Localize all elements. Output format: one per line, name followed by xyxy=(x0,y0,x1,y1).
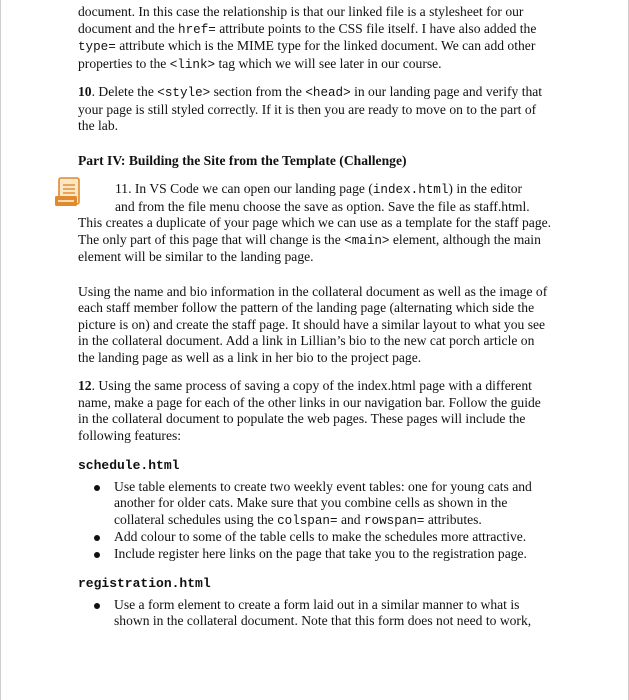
section-heading: Part IV: Building the Site from the Template (Challenge) xyxy=(78,152,407,168)
code-rowspan: rowspan= xyxy=(363,513,425,528)
text: document. In this case the relationship is that our linked file is a stylesheet for our document and the xyxy=(78,4,524,36)
registration-file-title: registration.html xyxy=(78,576,211,591)
step-11-paragraph xyxy=(78,181,554,266)
code-link: <link> xyxy=(169,57,216,72)
step-12-paragraph xyxy=(78,378,554,444)
code-main: <main> xyxy=(344,233,390,248)
code-index-html: index.html xyxy=(372,183,449,197)
staff-page-paragraph: Using the name and bio information in the collateral document as well as the image of each staff member follow the pattern of the landing page (alternating which side the picture is on) and create the staff page. It should have a similar layout to what you see in the collateral document. Add a link in Lillian’s bio to the new cat porch article on the landing page as well as a link in her bio to the project page. xyxy=(78,283,548,365)
step-number: 12 xyxy=(78,378,92,393)
schedule-list xyxy=(78,479,554,563)
text: attribute which is the MIME type for the linked document. We can add other properties to the xyxy=(78,38,536,71)
step-10-paragraph xyxy=(78,84,554,135)
text: attributes. xyxy=(424,511,482,527)
step-11-line-1 xyxy=(78,181,554,199)
text: This creates a duplicate of your page which we can use as a template for the staff page. The only part of this page that will change is the xyxy=(78,215,552,247)
schedule-file-title: schedule.html xyxy=(78,458,180,473)
text: . Using the same process of saving a copy of the index.html page with a different name, make a page for each of the other links in our navigation bar. Follow the guide in the collateral document to populate the web pages. These pages will include the following features: xyxy=(78,378,541,443)
text: element, although the main element will be similar to the landing page. xyxy=(78,231,541,264)
step-number: 10 xyxy=(78,84,92,99)
text: in our landing page and verify that your page is still styled correctly. If it is then you are ready to move on to the part of the lab. xyxy=(78,84,543,133)
document-icon xyxy=(54,177,84,210)
step-11-line-2: and from the file menu choose the save as option. Save the file as staff.html. xyxy=(115,198,530,214)
text: . Delete the xyxy=(91,84,158,99)
text: ) in the editor xyxy=(448,181,523,196)
text: attribute points to the CSS file itself. I have also added the xyxy=(215,20,537,36)
paragraph-link-explanation xyxy=(78,4,554,73)
code-colspan: colspan= xyxy=(277,513,338,528)
text: tag which we will see later in our course. xyxy=(215,55,442,71)
text: 11. In VS Code we can open our landing page ( xyxy=(115,181,373,196)
code-type: type= xyxy=(78,40,116,54)
step-11-rest xyxy=(78,215,551,264)
list-item: Use a form element to create a form laid out in a similar manner to what is shown in the collateral document. Note that this form does not need to work, xyxy=(114,597,554,630)
text: section from the xyxy=(210,84,306,99)
list-item xyxy=(114,479,554,530)
code-style: <style> xyxy=(157,86,211,100)
text: and xyxy=(337,511,364,527)
list-item: Include register here links on the page that take you to the registration page. xyxy=(114,546,554,563)
code-href: href= xyxy=(178,22,216,37)
list-item: Add colour to some of the table cells to make the schedules more attractive. xyxy=(114,529,554,546)
registration-list xyxy=(78,597,554,630)
code-head: <head> xyxy=(305,86,351,100)
document-body xyxy=(78,4,554,644)
text: Use table elements to create two weekly event tables: one for young cats and another for older cats. Make sure that you combine cells as shown in the collateral schedules using the xyxy=(114,478,532,527)
